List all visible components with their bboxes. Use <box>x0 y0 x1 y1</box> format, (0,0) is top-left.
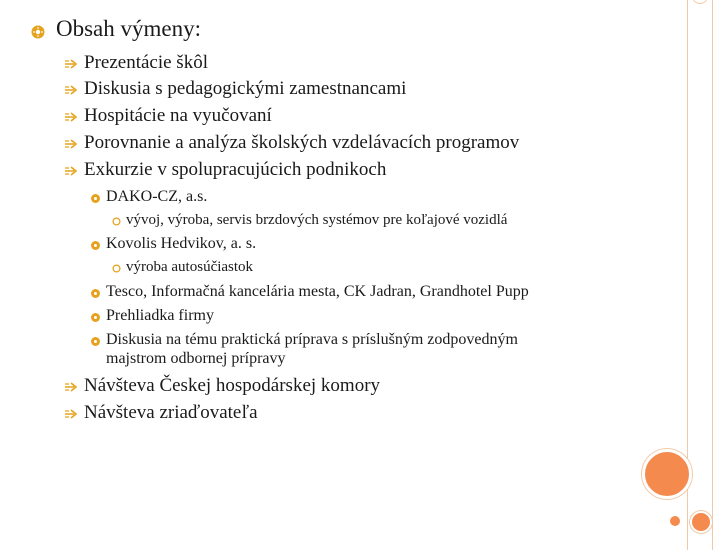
bullet-arrow-icon <box>64 381 80 393</box>
bullet-sun-icon <box>30 24 46 40</box>
bullet-sun-icon <box>90 336 101 347</box>
decorative-circle-medium <box>690 511 712 533</box>
bullet-sun-icon <box>90 288 101 299</box>
bullet-arrow-icon <box>64 165 80 177</box>
bullet-arrow-icon <box>64 138 80 150</box>
bullet-circle-icon <box>112 264 121 273</box>
bullet-sun-icon <box>90 240 101 251</box>
bullet-arrow-icon <box>64 111 80 123</box>
bullet-arrow-icon <box>64 84 80 96</box>
bullet-circle-icon <box>112 217 121 226</box>
bullet-sun-icon <box>90 193 101 204</box>
list-item-continuation: majstrom odbornej prípravy <box>106 350 286 367</box>
bullet-arrow-icon <box>64 408 80 420</box>
page-title: Obsah výmeny: <box>56 16 202 41</box>
bullet-arrow-icon <box>64 58 80 70</box>
decorative-circle-small <box>670 516 680 526</box>
decorative-circle-large <box>642 449 692 499</box>
bullet-sun-icon <box>90 312 101 323</box>
